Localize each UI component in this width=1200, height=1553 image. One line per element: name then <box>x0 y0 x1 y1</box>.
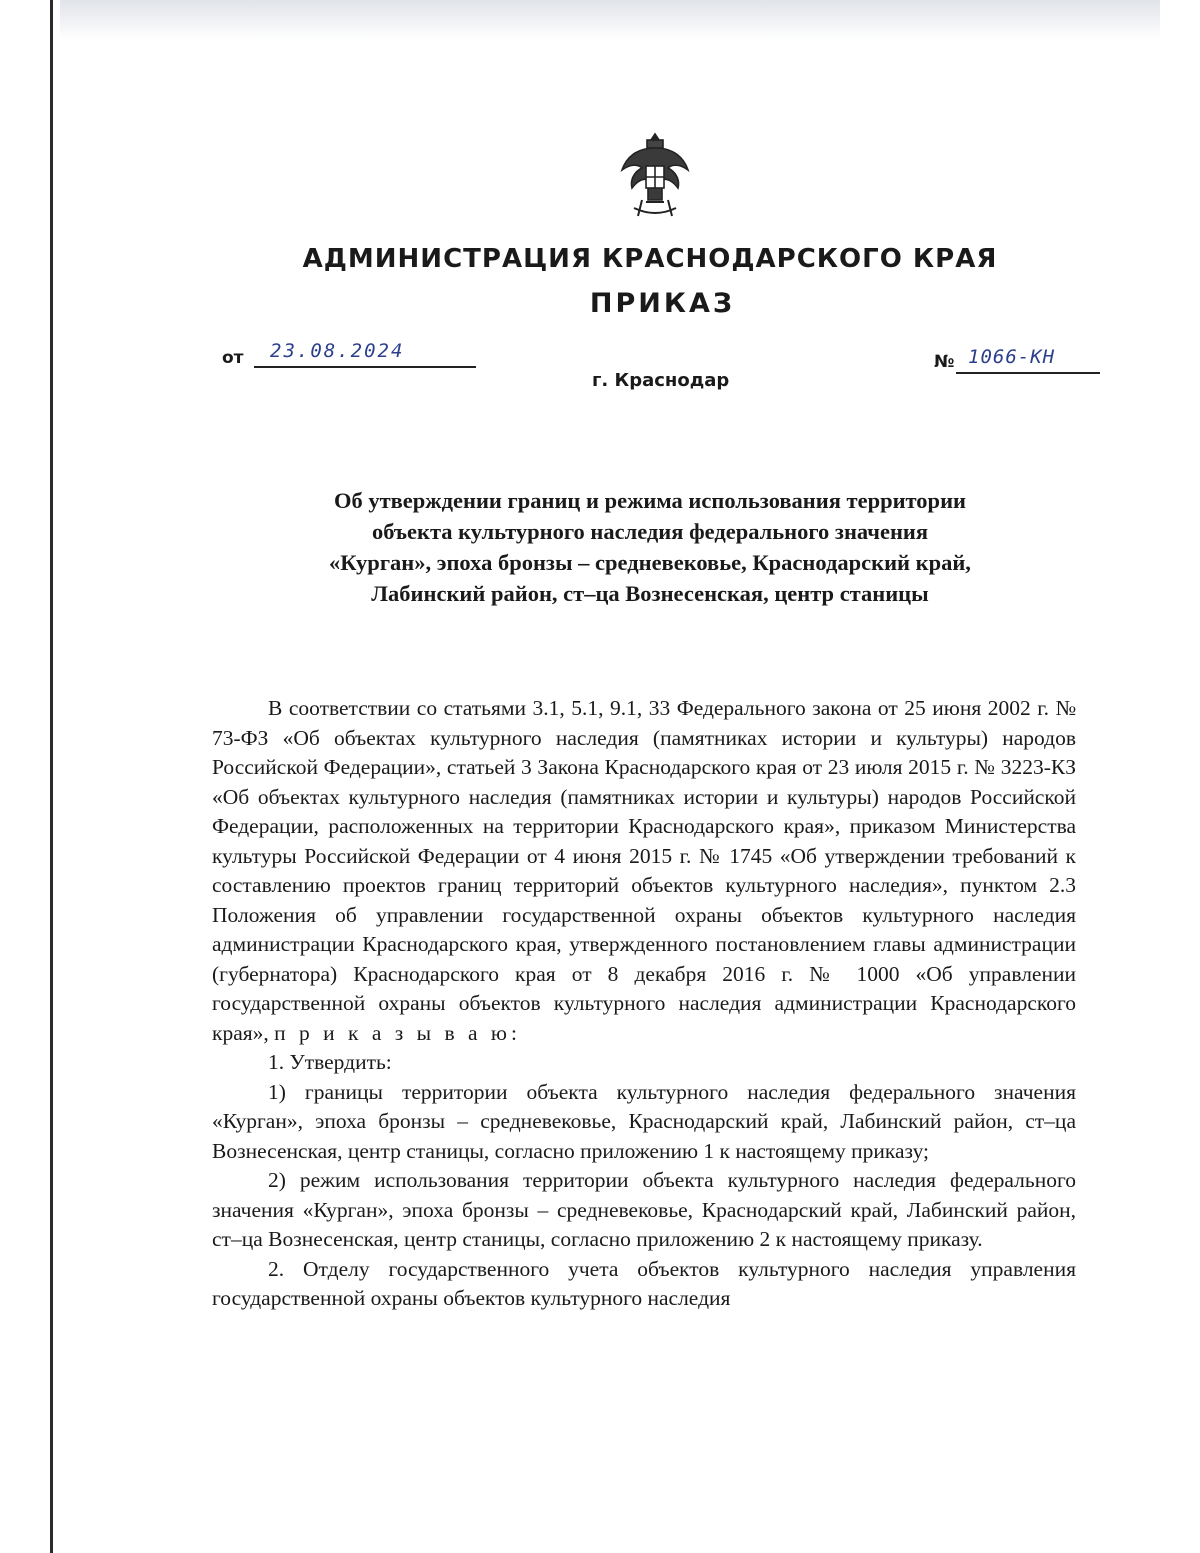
scan-shadow <box>60 0 1160 40</box>
number-prefix: № <box>934 352 955 372</box>
number-underline <box>956 372 1100 374</box>
title-line: объекта культурного наследия федерального значения <box>371 519 929 544</box>
document-body <box>212 694 1076 1314</box>
krasnodar-coat-of-arms-icon <box>616 130 694 220</box>
date-prefix: от <box>222 348 244 368</box>
city: г. Краснодар <box>592 370 730 391</box>
item-2: 2. Отделу государственного учета объектов культурного наследия управления государственной охраны объектов культурного наследия <box>212 1256 1076 1310</box>
item-1-2: 2) режим использования территории объекта культурного наследия федерального значения «Курган», эпоха бронзы – средневековье, Краснодарский край, Лабинский район, ст–ца Вознесенская, центр станицы, согласно приложению 2 к настоящему приказу. <box>212 1168 1076 1251</box>
preamble-text: В соответствии со статьями 3.1, 5.1, 9.1, 33 Федерального закона от 25 июня 2002 г. № 73-ФЗ «Об объектах культурного наследия (памятниках истории и культуры) народов Российской Федерации», статьей 3 Закона Краснодарского края от 23 июля 2015 г. № 3223-КЗ «Об объектах культурного наследия (памятниках истории и культуры) народов Российской Федерации, расположенных на территории Краснодарского края», приказом Министерства культуры Российской Федерации от 4 июня 2015 г. № 1745 «Об утверждении требований к составлению проектов границ территорий объектов культурного наследия», пунктом 2.3 Положения об управлении государственной охраны объектов культурного наследия администрации Краснодарского края, утвержденного постановлением главы администрации (губернатора) Краснодарского края от 8 декабря 2016 г. № 1000 «Об управлении государственной охраны объектов культурного наследия администрации Краснодарского края», <box>212 696 1076 1045</box>
document-title <box>150 485 1150 609</box>
org-title: АДМИНИСТРАЦИЯ КРАСНОДАРСКОГО КРАЯ <box>302 244 998 274</box>
date-value: 23.08.2024 <box>270 340 405 362</box>
title-line: Лабинский район, ст–ца Вознесенская, центр станицы <box>371 581 929 606</box>
date-underline <box>254 366 476 368</box>
item-1-1: 1) границы территории объекта культурного наследия федерального значения «Курган», эпоха бронзы – средневековье, Краснодарский край, Лабинский район, ст–ца Вознесенская, центр станицы, согласно приложению 1 к настоящему приказу; <box>212 1079 1076 1163</box>
preamble-paragraph <box>212 694 1076 1048</box>
title-line: Об утверждении границ и режима использования территории <box>333 488 967 513</box>
title-line: «Курган», эпоха бронзы – средневековье, Краснодарский край, <box>329 550 971 575</box>
date-field <box>222 340 482 370</box>
item-1: 1. Утвердить: <box>268 1050 392 1074</box>
number-field <box>934 346 1104 376</box>
page-edge <box>50 0 53 1553</box>
order-word: п р и к а з ы в а ю: <box>274 1020 521 1045</box>
number-value: 1066-КН <box>968 346 1056 368</box>
document-type: ПРИКАЗ <box>589 288 736 319</box>
